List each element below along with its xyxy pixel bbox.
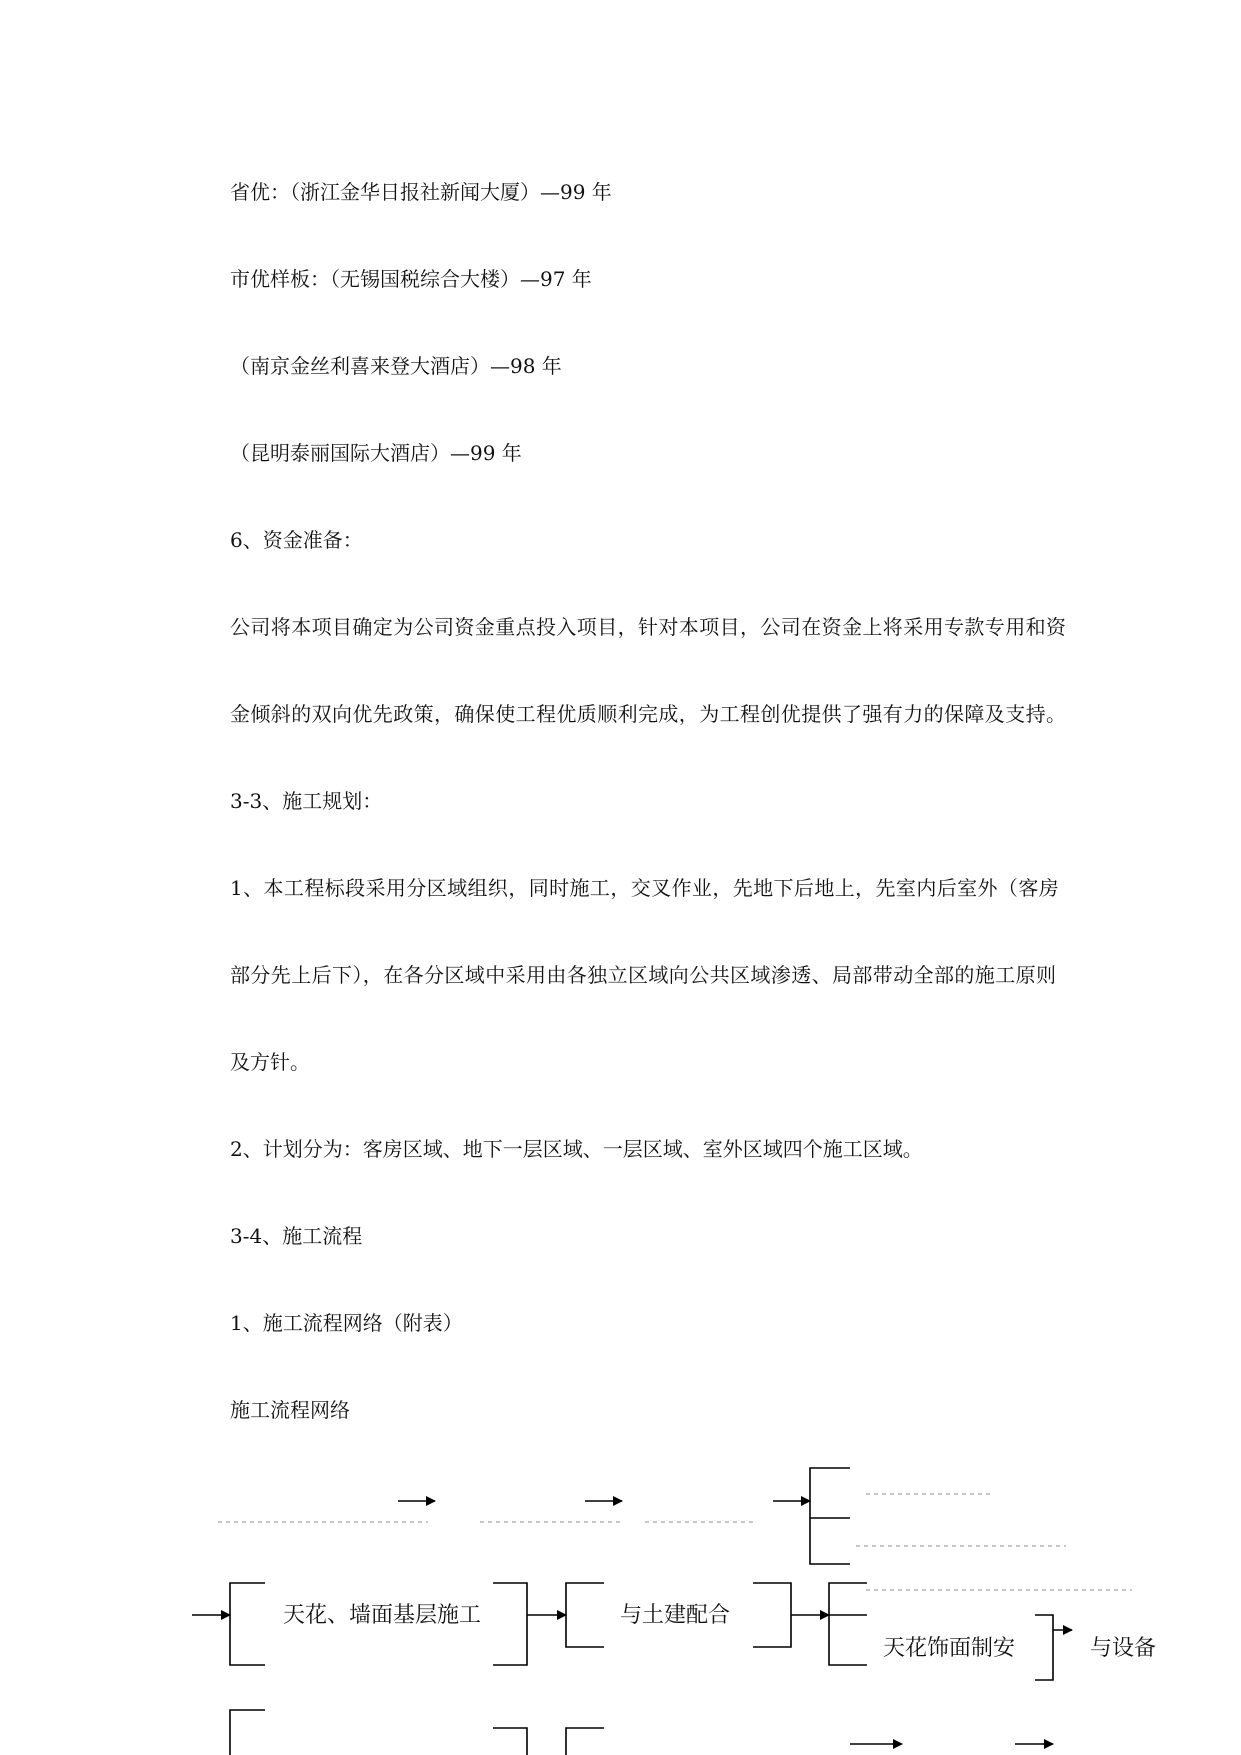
flow-network-caption: 施工流程网络 xyxy=(230,1398,350,1422)
funding-paragraph-line-1: 公司将本项目确定为公司资金重点投入项目，针对本项目，公司在资金上将采用专款专用和资 xyxy=(230,615,1067,639)
flow-box-civil-label: 与土建配合 xyxy=(620,1603,731,1628)
faint-flow-label xyxy=(480,1521,620,1523)
award-nanjing-hotel: （南京金丝利喜来登大酒店）—98 年 xyxy=(230,354,562,378)
flow-box-ceiling-outline xyxy=(1035,1615,1053,1680)
faint-flow-label xyxy=(856,1545,1066,1547)
award-city-sample: 市优样板：（无锡国税综合大楼）—97 年 xyxy=(230,267,592,291)
section-flow-heading: 3-4、施工流程 xyxy=(230,1224,363,1248)
funding-paragraph-line-2: 金倾斜的双向优先政策，确保使工程优质顺利完成，为工程创优提供了强有力的保障及支持。 xyxy=(230,702,1067,726)
planning-item-1-line-1: 1、本工程标段采用分区域组织，同时施工，交叉作业，先地下后地上，先室内后室外（客房 xyxy=(230,876,1060,900)
faint-flow-label xyxy=(645,1521,755,1523)
flow-branch-bracket xyxy=(810,1468,850,1564)
faint-flow-label xyxy=(866,1493,992,1495)
planning-item-1-line-2: 部分先上后下），在各分区域中采用由各独立区域向公共区域渗透、局部带动全部的施工原则 xyxy=(230,963,1057,987)
flow-box-ceiling-finish-label: 天花饰面制安 xyxy=(883,1636,1016,1661)
flow-branch-bracket xyxy=(829,1583,867,1665)
flow-box-bottom-left-outline xyxy=(230,1710,527,1755)
planning-item-2: 2、计划分为：客房区域、地下一层区域、一层区域、室外区域四个施工区域。 xyxy=(230,1137,923,1161)
flow-box-bottom-mid-outline xyxy=(566,1728,604,1755)
faint-flow-label xyxy=(866,1589,1132,1591)
flow-item-1: 1、施工流程网络（附表） xyxy=(230,1311,463,1335)
flow-box-base-label: 天花、墙面基层施工 xyxy=(283,1603,482,1628)
faint-flow-label xyxy=(218,1521,428,1523)
section-funding-heading: 6、资金准备： xyxy=(230,528,363,552)
planning-item-1-line-3: 及方针。 xyxy=(230,1050,310,1074)
award-kunming-hotel: （昆明泰丽国际大酒店）—99 年 xyxy=(230,441,522,465)
award-provincial: 省优：（浙江金华日报社新闻大厦）—99 年 xyxy=(230,180,612,204)
section-planning-heading: 3-3、施工规划： xyxy=(230,789,383,813)
flow-box-equipment-label: 与设备 xyxy=(1090,1636,1157,1661)
